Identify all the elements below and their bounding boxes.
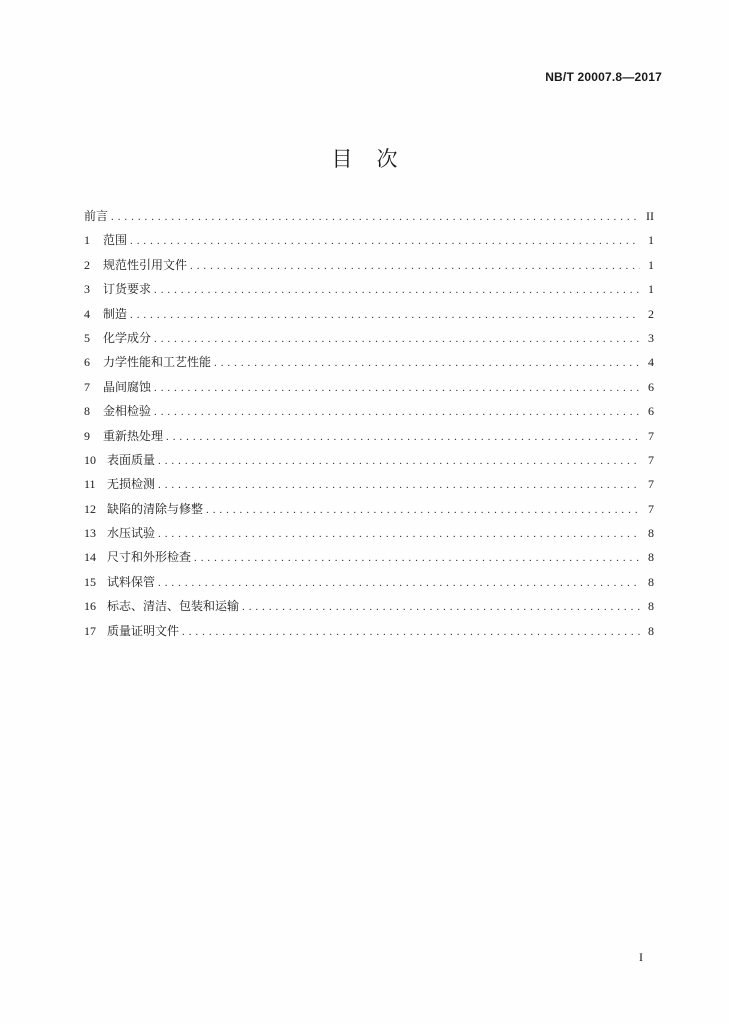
toc-entry-page: 6 — [648, 404, 654, 419]
toc-entry[interactable] — [84, 619, 654, 643]
toc-entry-number: 9 — [84, 428, 90, 443]
toc-entry-label: 金相检验 — [103, 404, 152, 419]
toc-entry[interactable] — [84, 594, 654, 618]
toc-dot-leader — [190, 254, 640, 278]
toc-entry-label: 水压试验 — [107, 526, 156, 541]
toc-entry-label: 范围 — [103, 233, 128, 248]
page-title: 目次 — [331, 147, 422, 171]
toc-dot-leader — [158, 571, 640, 595]
toc-entry[interactable] — [84, 570, 654, 594]
toc-entry[interactable] — [84, 497, 654, 521]
toc-entry-page: 4 — [648, 355, 654, 370]
toc-entry-label: 前言 — [84, 209, 109, 223]
toc-dot-leader — [166, 425, 640, 449]
toc-entry[interactable] — [84, 204, 654, 228]
toc-entry[interactable] — [84, 472, 654, 496]
toc-entry-number: 5 — [84, 330, 90, 345]
toc-entry[interactable] — [84, 350, 654, 374]
toc-entry-number: 16 — [84, 599, 96, 614]
toc-entry-label: 质量证明文件 — [107, 623, 180, 638]
toc-entry-number: 4 — [84, 306, 90, 321]
toc-entry-number: 13 — [84, 526, 96, 541]
toc-entry-label: 力学性能和工艺性能 — [103, 355, 212, 370]
toc-entry-page: 6 — [648, 379, 654, 394]
toc-entry-page: 8 — [648, 599, 654, 614]
toc-entry[interactable] — [84, 302, 654, 326]
toc-entry-number: 17 — [84, 623, 96, 638]
toc-entry[interactable] — [84, 424, 654, 448]
toc-entry-label: 重新热处理 — [103, 428, 164, 443]
toc-entry-page: 7 — [648, 501, 654, 516]
toc-entry-label: 尺寸和外形检查 — [107, 550, 192, 565]
table-of-contents — [84, 204, 654, 643]
toc-dot-leader — [154, 278, 640, 302]
toc-entry-page: 7 — [648, 452, 654, 467]
toc-dot-leader — [242, 595, 640, 619]
toc-entry-label: 表面质量 — [107, 452, 156, 467]
toc-entry-number: 3 — [84, 282, 90, 297]
toc-dot-leader — [158, 473, 640, 497]
toc-dot-leader — [130, 229, 640, 253]
toc-entry-label: 订货要求 — [103, 282, 152, 297]
toc-dot-leader — [182, 620, 640, 644]
toc-entry-label: 标志、清洁、包装和运输 — [107, 599, 240, 614]
toc-entry-page: 7 — [648, 477, 654, 492]
toc-entry[interactable] — [84, 448, 654, 472]
toc-entry-page: 2 — [648, 306, 654, 321]
toc-entry[interactable] — [84, 277, 654, 301]
toc-entry-label: 晶间腐蚀 — [103, 379, 152, 394]
toc-entry-label: 制造 — [103, 306, 128, 321]
toc-entry[interactable] — [84, 521, 654, 545]
toc-entry-page: 1 — [648, 282, 654, 297]
toc-dot-leader — [130, 303, 640, 327]
toc-entry-number: 11 — [84, 477, 96, 492]
toc-entry[interactable] — [84, 375, 654, 399]
toc-entry[interactable] — [84, 545, 654, 569]
toc-entry[interactable] — [84, 399, 654, 423]
standard-code: NB/T 20007.8—2017 — [545, 70, 662, 84]
toc-entry-page: 8 — [648, 526, 654, 541]
page-number: I — [639, 950, 643, 964]
toc-entry-page: 1 — [648, 257, 654, 272]
toc-entry-page: 1 — [648, 233, 654, 248]
toc-entry-page: 8 — [648, 574, 654, 589]
toc-entry-number: 7 — [84, 379, 90, 394]
toc-entry-number: 10 — [84, 452, 96, 467]
toc-entry-label: 试料保管 — [107, 574, 156, 589]
toc-entry-label: 规范性引用文件 — [103, 257, 188, 272]
toc-entry-label: 缺陷的清除与修整 — [107, 501, 204, 516]
toc-dot-leader — [154, 400, 640, 424]
toc-entry[interactable] — [84, 326, 654, 350]
toc-entry-number: 12 — [84, 501, 96, 516]
toc-entry-number: 6 — [84, 355, 90, 370]
toc-entry[interactable] — [84, 253, 654, 277]
toc-dot-leader — [111, 205, 640, 229]
toc-dot-leader — [154, 376, 640, 400]
toc-dot-leader — [158, 522, 640, 546]
toc-dot-leader — [214, 351, 640, 375]
toc-entry-page: 7 — [648, 428, 654, 443]
toc-entry-label: 无损检测 — [107, 477, 156, 492]
toc-entry-label: 化学成分 — [103, 330, 152, 345]
toc-entry-page: 3 — [648, 330, 654, 345]
toc-dot-leader — [154, 327, 640, 351]
toc-dot-leader — [158, 449, 640, 473]
toc-entry-page: II — [646, 209, 654, 223]
toc-entry-number: 1 — [84, 233, 90, 248]
toc-entry-number: 2 — [84, 257, 90, 272]
toc-entry-number: 15 — [84, 574, 96, 589]
toc-dot-leader — [194, 546, 640, 570]
toc-entry-number: 14 — [84, 550, 96, 565]
toc-dot-leader — [206, 498, 640, 522]
toc-entry[interactable] — [84, 228, 654, 252]
toc-entry-page: 8 — [648, 550, 654, 565]
toc-entry-page: 8 — [648, 623, 654, 638]
toc-entry-number: 8 — [84, 404, 90, 419]
